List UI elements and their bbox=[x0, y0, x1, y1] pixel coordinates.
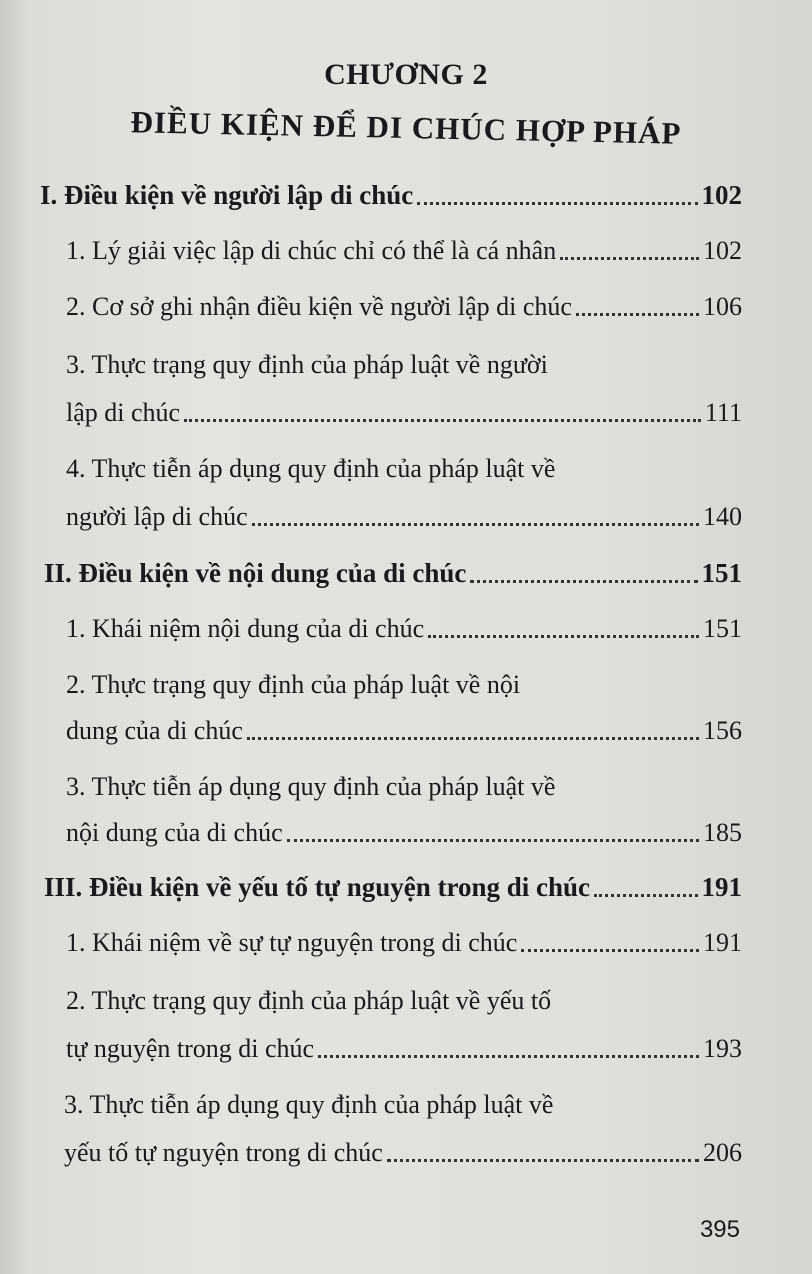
toc-page-number: 185 bbox=[703, 818, 742, 847]
toc-item-text: yếu tố tự nguyện trong di chúc bbox=[64, 1138, 383, 1167]
toc-item-1-3-line1: 3. Thực trạng quy định của pháp luật về người bbox=[66, 350, 548, 379]
toc-page-number: 193 bbox=[703, 1034, 742, 1063]
toc-section-2 bbox=[44, 558, 742, 589]
toc-leader-dots bbox=[428, 633, 699, 638]
toc-item-text: nội dung của di chúc bbox=[66, 818, 283, 847]
toc-item-1-2 bbox=[66, 292, 742, 322]
toc-item-2-3 bbox=[66, 818, 742, 848]
toc-section-3 bbox=[44, 872, 742, 903]
toc-leader-dots bbox=[594, 892, 697, 897]
toc-page-number: 156 bbox=[703, 716, 742, 745]
toc-item-3-2 bbox=[66, 1034, 742, 1064]
toc-item-2-2 bbox=[66, 716, 742, 746]
toc-item-text: 1. Khái niệm về sự tự nguyện trong di chúc bbox=[66, 928, 518, 957]
chapter-title: ĐIỀU KIỆN ĐỂ DI CHÚC HỢP PHÁP bbox=[130, 104, 682, 151]
toc-item-3-3-line1: 3. Thực tiễn áp dụng quy định của pháp luật về bbox=[64, 1090, 554, 1119]
toc-item-2-1 bbox=[66, 614, 742, 644]
chapter-label: CHƯƠNG 2 bbox=[324, 58, 488, 91]
toc-page-number: 102 bbox=[701, 180, 742, 210]
toc-page-number: 151 bbox=[701, 558, 742, 588]
toc-item-text: 1. Khái niệm nội dung của di chúc bbox=[66, 614, 425, 643]
toc-page-number: 106 bbox=[703, 292, 742, 321]
toc-item-1-4 bbox=[66, 502, 742, 532]
toc-leader-dots bbox=[387, 1157, 699, 1162]
toc-section-text: II. Điều kiện về nội dung của di chúc bbox=[44, 558, 467, 588]
toc-page-number: 140 bbox=[703, 502, 742, 531]
toc-leader-dots bbox=[318, 1053, 699, 1058]
toc-page-number: 151 bbox=[703, 614, 742, 643]
toc-leader-dots bbox=[184, 417, 701, 422]
toc-leader-dots bbox=[287, 837, 699, 842]
toc-item-text: tự nguyện trong di chúc bbox=[66, 1034, 315, 1063]
toc-page-number: 191 bbox=[703, 928, 742, 957]
toc-page-number: 111 bbox=[704, 398, 742, 427]
toc-item-1-1 bbox=[66, 236, 742, 266]
toc-item-2-3-line1: 3. Thực tiễn áp dụng quy định của pháp luật về bbox=[66, 772, 556, 801]
toc-section-text: III. Điều kiện về yếu tố tự nguyện trong di chúc bbox=[44, 872, 591, 902]
toc-section-text: I. Điều kiện về người lập di chúc bbox=[40, 180, 414, 210]
toc-leader-dots bbox=[560, 255, 699, 260]
toc-item-1-4-line1: 4. Thực tiễn áp dụng quy định của pháp luật về bbox=[66, 454, 556, 483]
toc-item-3-1 bbox=[66, 928, 742, 958]
toc-item-3-3 bbox=[64, 1138, 742, 1168]
toc-item-text: 2. Cơ sở ghi nhận điều kiện về người lập di chúc bbox=[66, 292, 572, 321]
toc-leader-dots bbox=[252, 521, 699, 526]
toc-page-number: 206 bbox=[703, 1138, 742, 1167]
toc-leader-dots bbox=[576, 311, 699, 316]
toc-item-text: lập di chúc bbox=[66, 398, 181, 427]
toc-item-3-2-line1: 2. Thực trạng quy định của pháp luật về yếu tố bbox=[66, 986, 552, 1015]
toc-page-number: 102 bbox=[703, 236, 742, 265]
toc-item-2-2-line1: 2. Thực trạng quy định của pháp luật về nội bbox=[66, 670, 521, 699]
toc-leader-dots bbox=[470, 578, 697, 583]
toc-item-1-3 bbox=[66, 398, 742, 428]
toc-page-number: 191 bbox=[701, 872, 742, 902]
toc-leader-dots bbox=[247, 735, 699, 740]
toc-item-text: 1. Lý giải việc lập di chúc chỉ có thể là cá nhân bbox=[66, 236, 557, 265]
toc-item-text: người lập di chúc bbox=[66, 502, 248, 531]
page-number: 395 bbox=[699, 1216, 740, 1243]
toc-item-text: dung của di chúc bbox=[66, 716, 243, 745]
toc-leader-dots bbox=[417, 200, 697, 205]
toc-section-1 bbox=[40, 180, 742, 211]
toc-leader-dots bbox=[521, 947, 699, 952]
